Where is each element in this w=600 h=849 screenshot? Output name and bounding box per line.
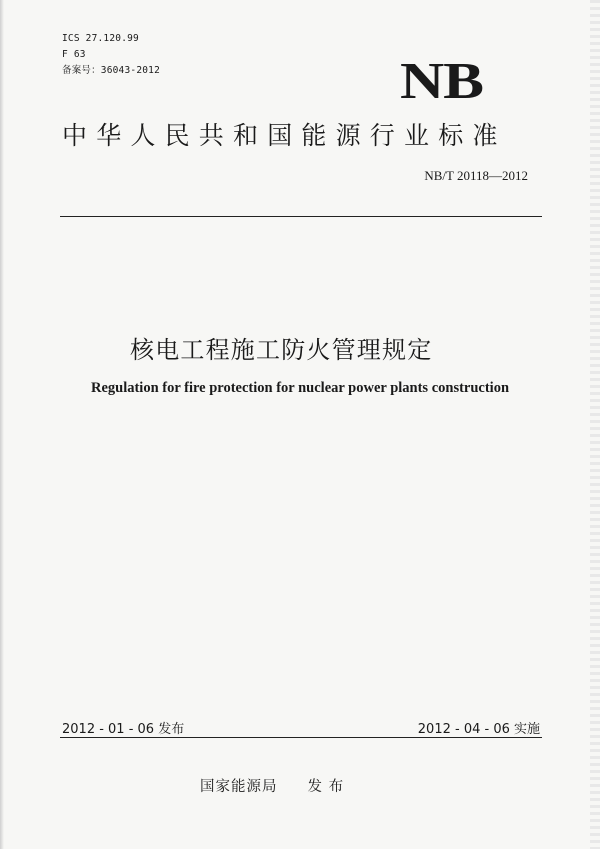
bottom-divider	[60, 737, 542, 738]
publish-label: 发 布	[307, 779, 345, 795]
english-title: Regulation for fire protection for nuclear power plants construction	[90, 380, 510, 396]
nb-logo: NB	[400, 53, 483, 110]
chinese-title: 核电工程施工防火管理规定	[130, 336, 433, 364]
scan-shadow-right	[590, 0, 600, 849]
ics-code: ICS 27.120.99	[62, 33, 139, 44]
publisher-name: 国家能源局	[200, 779, 278, 795]
industry-standard-title: 中华人民共和国能源行业标准	[62, 121, 507, 150]
scan-shadow-left	[0, 0, 4, 849]
publisher-line	[200, 775, 344, 796]
filing-number: 备案号：36043-2012	[62, 65, 160, 76]
issue-date: 2012 - 01 - 06 发布	[62, 722, 185, 737]
implementation-date: 2012 - 04 - 06 实施	[417, 722, 540, 737]
standard-number: NB/T 20118—2012	[424, 168, 528, 183]
ccs-code: F 63	[62, 49, 86, 60]
top-divider	[60, 216, 542, 217]
classification-block	[62, 31, 160, 79]
